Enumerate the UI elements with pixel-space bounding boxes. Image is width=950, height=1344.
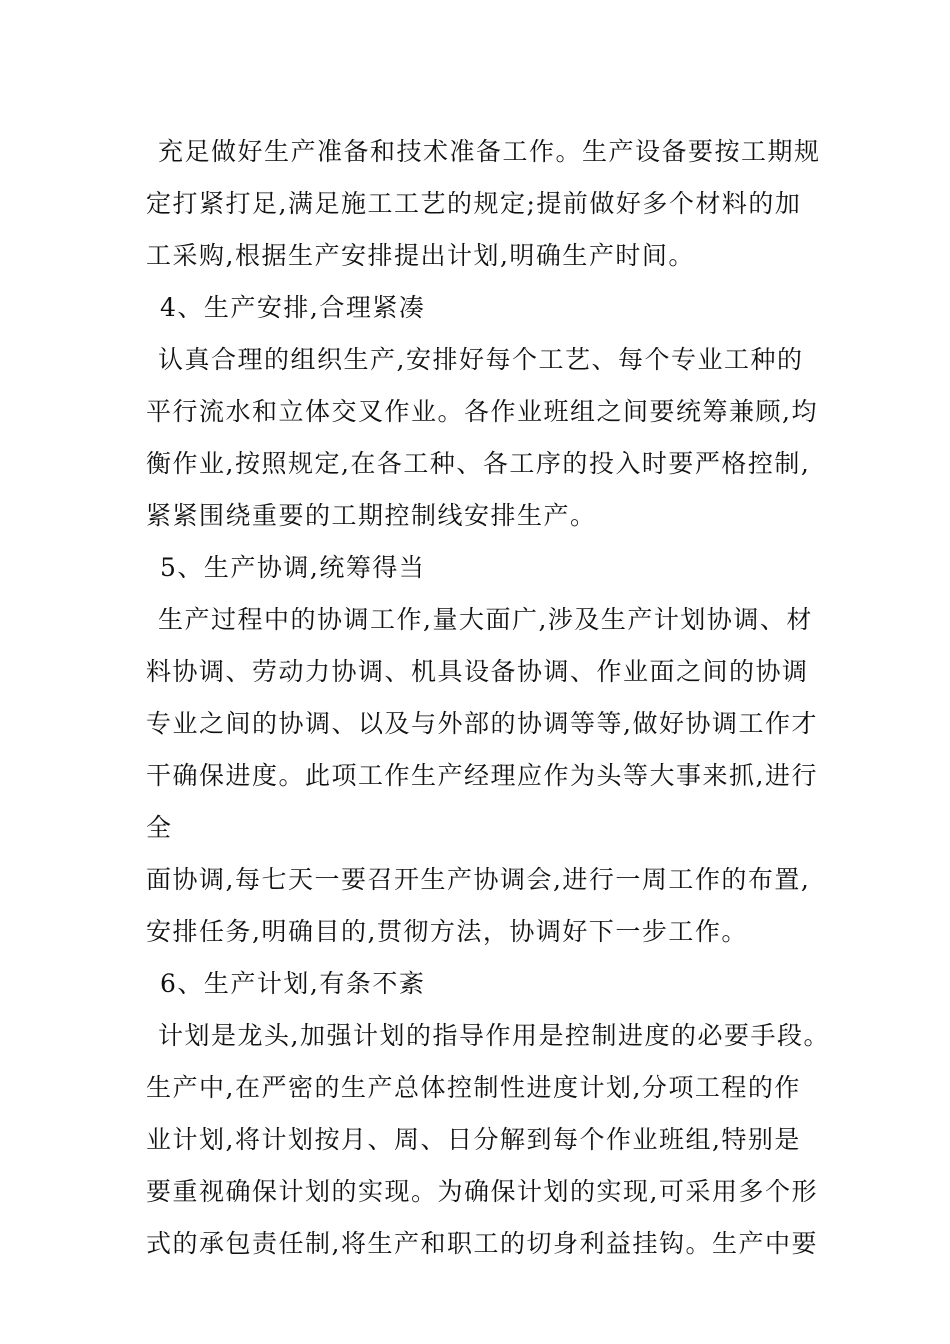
section-heading: 6、生产计划,有条不紊 xyxy=(160,969,426,998)
paragraph-line: 要重视确保计划的实现。为确保计划的实现,可采用多个形 xyxy=(146,1177,818,1206)
section-heading: 5、生产协调,统筹得当 xyxy=(160,553,426,582)
paragraph-line: 全 xyxy=(146,813,173,842)
paragraph-line: 式的承包责任制,将生产和职工的切身利益挂钩。生产中要 xyxy=(146,1229,818,1258)
paragraph-line: 工采购,根据生产安排提出计划,明确生产时间。 xyxy=(146,241,695,270)
paragraph-line: 面协调,每七天一要召开生产协调会,进行一周工作的布置, xyxy=(146,865,811,894)
paragraph-line: 业计划,将计划按月、周、日分解到每个作业班组,特别是 xyxy=(146,1125,801,1154)
paragraph-line: 衡作业,按照规定,在各工种、各工序的投入时要严格控制, xyxy=(146,449,811,478)
paragraph-line: 生产过程中的协调工作,量大面广,涉及生产计划协调、材 xyxy=(158,605,813,634)
paragraph-line: 认真合理的组织生产,安排好每个工艺、每个专业工种的 xyxy=(158,345,804,374)
paragraph-line: 料协调、劳动力协调、机具设备协调、作业面之间的协调 xyxy=(146,657,809,686)
paragraph-line: 充足做好生产准备和技术准备工作。生产设备要按工期规 xyxy=(158,137,821,166)
paragraph-line: 定打紧打足,满足施工工艺的规定;提前做好多个材料的加 xyxy=(146,189,802,218)
section-heading: 4、生产安排,合理紧凑 xyxy=(160,293,426,322)
paragraph-line: 计划是龙头,加强计划的指导作用是控制进度的必要手段。 xyxy=(158,1021,830,1050)
paragraph-line: 生产中,在严密的生产总体控制性进度计划,分项工程的作 xyxy=(146,1073,801,1102)
paragraph-line: 专业之间的协调、以及与外部的协调等等,做好协调工作才 xyxy=(146,709,818,738)
document-body xyxy=(146,126,830,1270)
paragraph-line: 安排任务,明确目的,贯彻方法，协调好下一步工作。 xyxy=(146,917,748,946)
paragraph-line: 干确保进度。此项工作生产经理应作为头等大事来抓,进行 xyxy=(146,761,818,790)
paragraph-line: 紧紧围绕重要的工期控制线安排生产。 xyxy=(146,501,597,530)
paragraph-line: 平行流水和立体交叉作业。各作业班组之间要统筹兼顾,均 xyxy=(146,397,818,426)
